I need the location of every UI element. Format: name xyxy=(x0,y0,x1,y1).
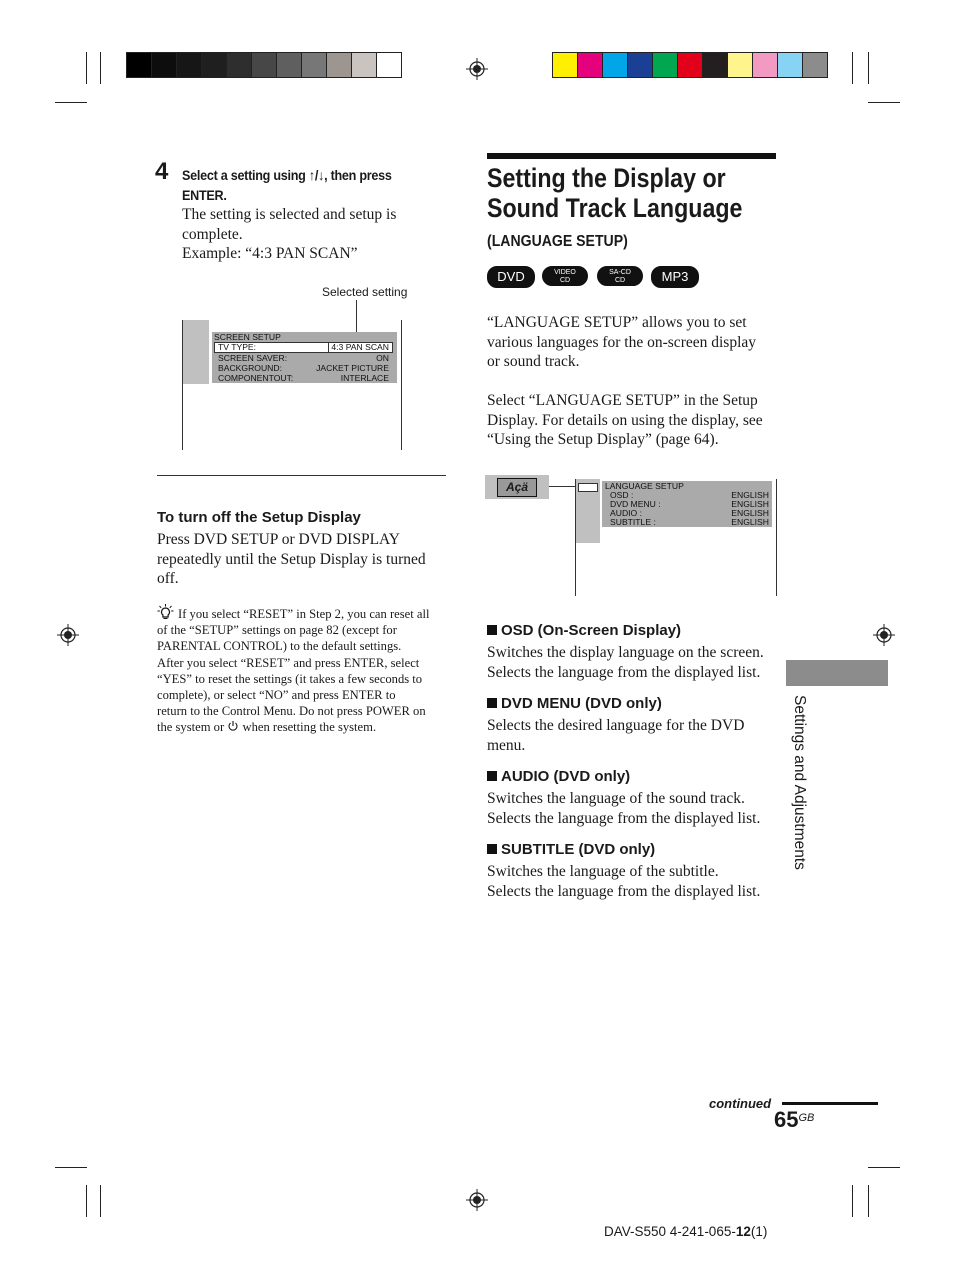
tip-line-last xyxy=(157,719,452,735)
step-heading-line: Select a setting using ↑/↓, then press xyxy=(182,167,392,183)
option-item xyxy=(487,768,787,828)
registration-mark-icon xyxy=(466,58,488,80)
tip-line: “YES” to reset the settings (it takes a few seconds to xyxy=(157,671,423,686)
gray-swatch xyxy=(127,53,152,77)
badge-line: CD xyxy=(614,277,626,284)
language-label: OSD : xyxy=(610,490,634,500)
color-swatch xyxy=(603,53,628,77)
option-description-line: Switches the display language on the screen. xyxy=(487,644,764,661)
intro-line: various languages for the on-screen display xyxy=(487,333,757,351)
gray-swatch xyxy=(202,53,227,77)
option-heading xyxy=(487,695,787,716)
crop-mark xyxy=(100,52,101,84)
color-swatch xyxy=(803,53,827,77)
option-heading xyxy=(487,841,787,862)
setting-row[interactable] xyxy=(218,353,389,363)
square-bullet-icon xyxy=(487,844,497,854)
setting-row[interactable] xyxy=(218,373,389,383)
page-number xyxy=(774,1107,814,1133)
display-sidebar xyxy=(183,320,209,384)
tip-line: After you select “RESET” and press ENTER, select xyxy=(157,655,420,670)
language-icon: Açä xyxy=(497,478,537,497)
gray-swatch xyxy=(327,53,352,77)
tip-line: the system or xyxy=(157,720,225,735)
option-heading-text: OSD (On-Screen Display) xyxy=(501,622,682,639)
step-example: Example: “4:3 PAN SCAN” xyxy=(182,245,358,262)
option-heading-text: AUDIO (DVD only) xyxy=(501,768,631,785)
page-title-line: Setting the Display or xyxy=(487,163,726,193)
page-title-line: Sound Track Language xyxy=(487,193,743,223)
language-icon-connector xyxy=(549,486,578,487)
screen-setup-title: SCREEN SETUP xyxy=(214,332,281,342)
language-setup-panel xyxy=(602,481,772,527)
tip-text xyxy=(157,606,452,736)
page-subtitle: (LANGUAGE SETUP) xyxy=(487,233,628,250)
step-number: 4 xyxy=(155,158,169,185)
gray-swatch xyxy=(377,53,401,77)
color-swatch xyxy=(703,53,728,77)
language-label: DVD MENU : xyxy=(610,499,661,509)
badge-line: SA-CD xyxy=(609,269,631,276)
crop-mark xyxy=(868,1167,900,1168)
intro-line: “Using the Setup Display” (page 64). xyxy=(487,431,719,448)
option-heading-text: SUBTITLE (DVD only) xyxy=(501,841,656,858)
tip-line: return to the Control Menu. Do not press POWER on xyxy=(157,704,426,719)
continued-label: continued xyxy=(709,1096,772,1111)
callout-label: Selected setting xyxy=(322,285,408,299)
language-label: AUDIO : xyxy=(610,508,642,518)
language-icon-box xyxy=(485,475,549,499)
gray-swatch xyxy=(252,53,277,77)
side-section-label xyxy=(790,695,814,925)
screen-setup-panel xyxy=(212,332,397,383)
square-bullet-icon xyxy=(487,698,497,708)
grayscale-color-bar xyxy=(126,52,402,78)
language-value: ENGLISH xyxy=(731,517,769,527)
footer-rule xyxy=(782,1102,878,1105)
option-description-line: Selects the desired language for the DVD xyxy=(487,717,745,734)
setting-value: ON xyxy=(376,353,389,363)
language-label: SUBTITLE : xyxy=(610,517,656,527)
gray-swatch xyxy=(352,53,377,77)
setting-value: 4:3 PAN SCAN xyxy=(328,343,389,352)
option-description-line: menu. xyxy=(487,736,526,754)
turn-off-heading: To turn off the Setup Display xyxy=(157,509,361,526)
model-prefix: DAV-S550 4-241-065- xyxy=(604,1224,736,1239)
page-number-suffix: GB xyxy=(798,1112,815,1124)
color-swatch xyxy=(753,53,778,77)
turn-off-line: off. xyxy=(157,570,179,587)
intro-paragraph xyxy=(487,391,787,450)
option-heading xyxy=(487,768,787,789)
setting-row[interactable] xyxy=(218,363,389,373)
process-color-bar xyxy=(552,52,828,78)
color-swatch xyxy=(553,53,578,77)
crop-mark xyxy=(86,52,87,84)
option-item xyxy=(487,622,787,682)
crop-mark xyxy=(868,52,869,84)
option-item xyxy=(487,695,787,755)
color-swatch xyxy=(778,53,803,77)
intro-line: Display. For details on using the display, see xyxy=(487,411,763,429)
option-list xyxy=(487,622,787,914)
selected-icon-marker xyxy=(578,483,598,492)
color-swatch xyxy=(628,53,653,77)
step-heading xyxy=(182,165,452,205)
language-setup-title: LANGUAGE SETUP xyxy=(605,481,684,491)
setting-value: INTERLACE xyxy=(340,373,389,383)
step-body-line: The setting is selected and setup is xyxy=(182,206,397,223)
color-swatch xyxy=(653,53,678,77)
language-value: ENGLISH xyxy=(731,508,769,518)
intro-line: “LANGUAGE SETUP” allows you to set xyxy=(487,314,747,331)
section-divider xyxy=(157,475,446,476)
color-swatch xyxy=(678,53,703,77)
option-description-line: Switches the language of the subtitle. xyxy=(487,863,719,880)
gray-swatch xyxy=(277,53,302,77)
tip-line: If you select “RESET” in Step 2, you can reset all xyxy=(178,607,430,621)
crop-mark xyxy=(852,52,853,84)
gray-swatch xyxy=(227,53,252,77)
intro-paragraph xyxy=(487,313,787,372)
page-number-value: 65 xyxy=(774,1107,799,1132)
turn-off-line: Press DVD SETUP or DVD DISPLAY xyxy=(157,531,400,548)
option-description-line: Selects the language from the displayed list. xyxy=(487,809,761,827)
option-description-line: Switches the language of the sound track. xyxy=(487,790,745,807)
color-swatch xyxy=(578,53,603,77)
crop-mark xyxy=(55,102,87,103)
intro-line: Select “LANGUAGE SETUP” in the Setup xyxy=(487,392,758,409)
setting-label: BACKGROUND: xyxy=(218,363,282,373)
registration-mark-icon xyxy=(57,624,79,646)
crop-mark xyxy=(852,1185,853,1217)
gray-swatch xyxy=(302,53,327,77)
page-title xyxy=(487,163,745,223)
video-cd-badge xyxy=(542,266,588,286)
tip-line: when resetting the system. xyxy=(242,720,377,735)
model-bold: 12 xyxy=(735,1224,751,1239)
side-section-text: Settings and Adjustments xyxy=(791,695,808,870)
language-value: ENGLISH xyxy=(731,499,769,509)
step-heading-line: ENTER. xyxy=(182,187,227,203)
crop-mark xyxy=(86,1185,87,1217)
crop-mark xyxy=(55,1167,87,1168)
option-heading xyxy=(487,622,787,643)
language-row[interactable] xyxy=(610,518,769,527)
gray-swatch xyxy=(177,53,202,77)
registration-mark-icon xyxy=(873,624,895,646)
crop-mark xyxy=(868,1185,869,1217)
option-heading-text: DVD MENU (DVD only) xyxy=(501,695,662,712)
dvd-badge: DVD xyxy=(487,266,535,288)
option-description-line: Selects the language from the displayed list. xyxy=(487,882,761,900)
tip-line: PARENTAL CONTROL) to the default settings. xyxy=(157,639,402,654)
square-bullet-icon xyxy=(487,771,497,781)
tip-line: of the “SETUP” settings on page 82 (except for xyxy=(157,623,397,638)
intro-line: or sound track. xyxy=(487,353,580,370)
square-bullet-icon xyxy=(487,625,497,635)
tip-line: complete), or select “NO” and press ENTER to xyxy=(157,688,396,703)
setting-label: SCREEN SAVER: xyxy=(218,353,288,363)
step-body xyxy=(182,205,452,264)
registration-mark-icon xyxy=(466,1189,488,1211)
language-setup-display xyxy=(575,479,777,596)
option-description-line: Selects the language from the displayed list. xyxy=(487,663,761,681)
setting-label: COMPONENTOUT: xyxy=(218,373,294,383)
title-rule xyxy=(487,153,776,159)
gray-swatch xyxy=(152,53,177,77)
crop-mark xyxy=(868,102,900,103)
mp3-badge: MP3 xyxy=(651,266,699,288)
color-swatch xyxy=(728,53,753,77)
badge-line: CD xyxy=(559,277,571,284)
step-body-line: complete. xyxy=(182,225,243,243)
screen-setup-display xyxy=(182,320,402,450)
language-value: ENGLISH xyxy=(731,490,769,500)
section-tab xyxy=(786,660,888,686)
model-number xyxy=(604,1224,767,1239)
sa-cd-badge xyxy=(597,266,643,286)
turn-off-text xyxy=(157,530,452,589)
setting-label: TV TYPE: xyxy=(218,342,257,352)
power-icon xyxy=(227,720,239,732)
option-item xyxy=(487,841,787,901)
model-suffix: (1) xyxy=(750,1224,768,1239)
crop-mark xyxy=(100,1185,101,1217)
setting-value: JACKET PICTURE xyxy=(316,363,389,373)
setting-row[interactable] xyxy=(214,342,393,353)
badge-line: VIDEO xyxy=(554,269,576,276)
turn-off-line: repeatedly until the Setup Display is turned xyxy=(157,550,426,568)
